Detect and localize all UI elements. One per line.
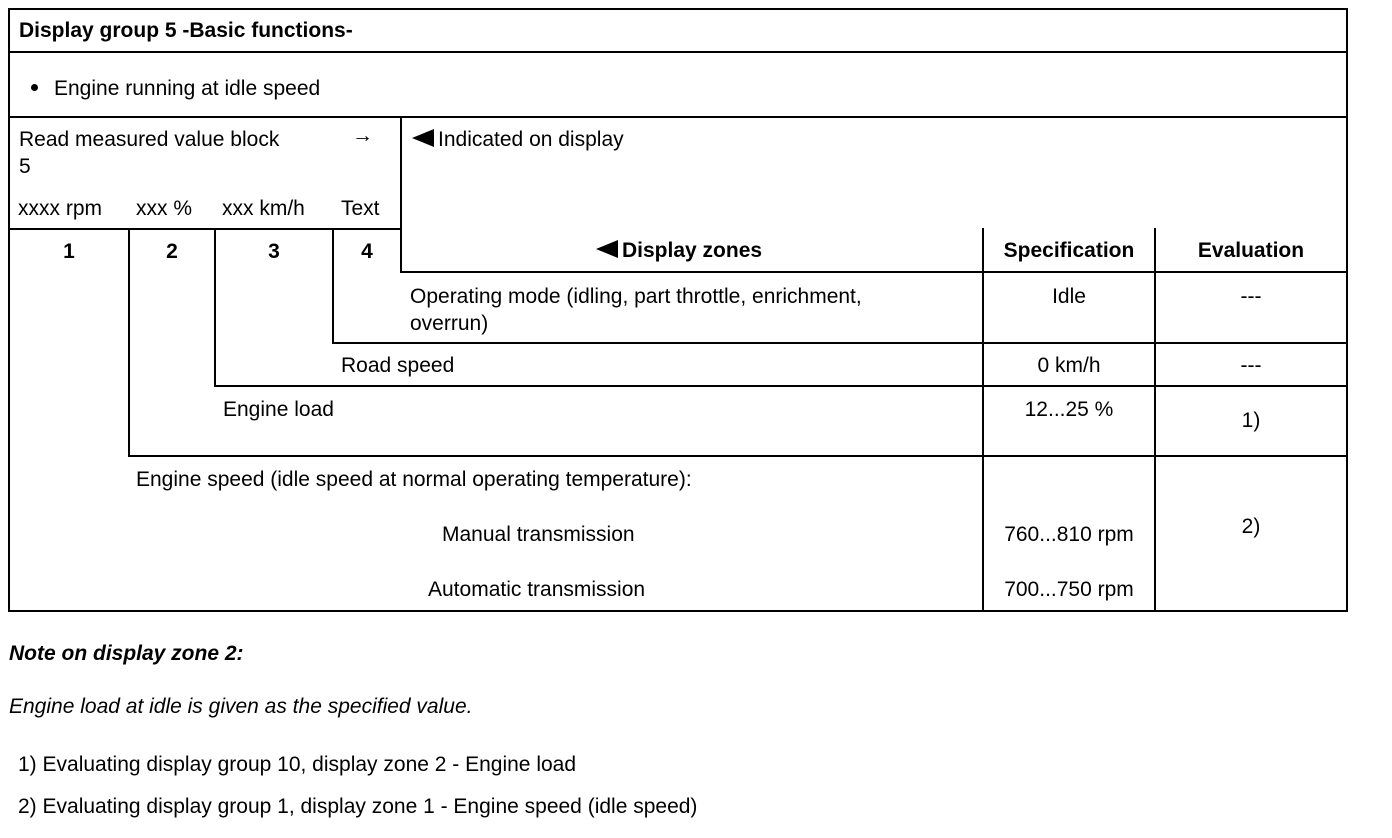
footnote-1: 1) Evaluating display group 10, display zone 2 - Engine load xyxy=(18,753,577,776)
unit-rpm: xxxx rpm xyxy=(18,197,102,220)
readblock-label: Read measured value block xyxy=(19,128,280,151)
table-top-border xyxy=(8,8,1348,10)
unit-kmh: xxx km/h xyxy=(222,197,305,220)
zone-number-2: 2 xyxy=(166,240,178,263)
specification-header: Specification xyxy=(1003,239,1135,262)
display-group-title: Display group 5 -Basic functions- xyxy=(19,19,353,42)
row-road-speed-divider xyxy=(214,385,1348,387)
note-heading: Note on display zone 2: xyxy=(9,642,244,665)
road-speed-eval: --- xyxy=(1240,354,1262,377)
indicated-on-display xyxy=(412,128,624,152)
title-divider xyxy=(8,51,1348,53)
manual-transmission-label: Manual transmission xyxy=(442,523,635,546)
operating-mode-spec: Idle xyxy=(1052,285,1086,308)
zone-number-4: 4 xyxy=(361,240,373,263)
operating-mode-label-cont: overrun) xyxy=(410,312,489,335)
readblock-divider xyxy=(8,228,402,230)
unit-text: Text xyxy=(341,197,380,220)
engine-load-spec: 12...25 % xyxy=(1024,398,1114,421)
automatic-transmission-spec: 700...750 rpm xyxy=(1004,578,1134,601)
readblock-number: 5 xyxy=(19,155,31,178)
table-left-border xyxy=(8,8,10,612)
engine-load-eval: 1) xyxy=(1241,409,1261,432)
pointer-triangle-icon xyxy=(596,240,618,258)
test-condition xyxy=(31,77,320,101)
footnote-2: 2) Evaluating display group 1, display zone 1 - Engine speed (idle speed) xyxy=(18,795,698,818)
note-text: Engine load at idle is given as the specified value. xyxy=(9,695,473,718)
display-zones-header-divider xyxy=(400,271,1348,273)
test-condition-text: Engine running at idle speed xyxy=(54,77,321,100)
operating-mode-eval: --- xyxy=(1240,285,1262,308)
evaluation-header: Evaluation xyxy=(1197,239,1305,262)
bullet-icon xyxy=(31,84,38,91)
zone-number-3: 3 xyxy=(268,240,280,263)
readblock-right-border xyxy=(400,116,402,273)
table-bottom-border xyxy=(8,610,1348,612)
row-engine-load-divider xyxy=(128,455,1348,457)
operating-mode-label: Operating mode (idling, part throttle, enrichment, xyxy=(410,285,862,308)
pointer-triangle-icon xyxy=(412,129,434,147)
row-operating-mode-divider xyxy=(332,342,1348,344)
condition-divider xyxy=(8,116,1348,118)
automatic-transmission-label: Automatic transmission xyxy=(428,578,646,601)
display-zones-header xyxy=(596,239,762,263)
indicated-on-display-text: Indicated on display xyxy=(438,128,624,151)
table-right-border xyxy=(1346,8,1348,612)
display-zones-header-text: Display zones xyxy=(622,239,763,262)
road-speed-label: Road speed xyxy=(341,354,455,377)
engine-load-label: Engine load xyxy=(223,398,334,421)
right-arrow-icon: → xyxy=(352,124,373,147)
road-speed-spec: 0 km/h xyxy=(1037,354,1101,377)
engine-speed-eval: 2) xyxy=(1241,515,1261,538)
zone-number-1: 1 xyxy=(63,240,75,263)
unit-percent: xxx % xyxy=(136,197,193,220)
engine-speed-label: Engine speed (idle speed at normal operating temperature): xyxy=(136,468,692,491)
manual-transmission-spec: 760...810 rpm xyxy=(1004,523,1134,546)
